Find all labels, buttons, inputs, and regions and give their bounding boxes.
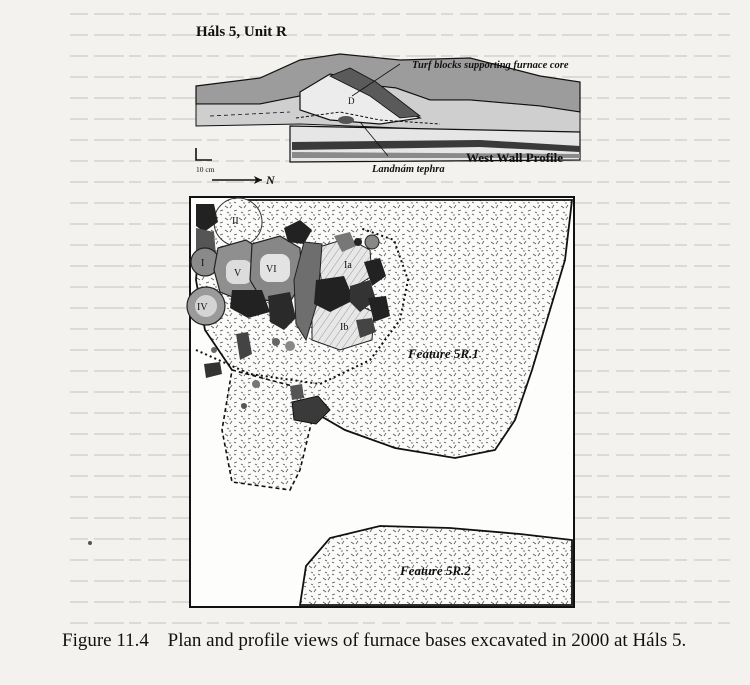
furnace-stone: [241, 403, 247, 409]
caption-number: Figure 11.4: [62, 630, 149, 651]
plan-view: [88, 197, 574, 607]
furnace-label-i: I: [201, 258, 205, 269]
furnace-stone: [211, 347, 217, 353]
furnace-label-ii: II: [232, 216, 239, 227]
scale-bar: [196, 148, 215, 174]
furnace-label-ia: Ia: [344, 260, 352, 271]
landnam-tephra-label: Landnám tephra: [372, 164, 445, 175]
furnace-stone: [285, 341, 295, 351]
profile-stone: [338, 116, 354, 124]
core-label: D: [348, 96, 355, 106]
caption-text: Plan and profile views of furnace bases excavated in 2000 at Háls 5.: [167, 630, 687, 651]
furnace-stone: [290, 384, 304, 400]
furnace-label-iv: IV: [197, 302, 208, 313]
furnace-label-ib: Ib: [340, 322, 349, 333]
furnace-stone: [354, 238, 362, 246]
feature-5r2-label: Feature 5R.2: [400, 563, 471, 578]
figure-caption: [62, 630, 742, 652]
figure-title: Háls 5, Unit R: [196, 24, 287, 40]
furnace-label-v: V: [234, 268, 242, 279]
furnace-stone: [272, 338, 280, 346]
west-wall-profile: [196, 24, 580, 187]
north-label: N: [266, 173, 275, 187]
furnace-stone: [252, 380, 260, 388]
turf-blocks-label: Turf blocks supporting furnace core: [412, 60, 569, 71]
scale-label: 10 cm: [196, 165, 215, 174]
west-wall-profile-label: West Wall Profile: [466, 150, 564, 165]
furnace-label-vi: VI: [266, 264, 277, 275]
feature-5r1-label: Feature 5R.1: [408, 346, 479, 361]
north-arrow-icon: [212, 173, 276, 187]
page-speck: [88, 541, 92, 545]
furnace-stone: [365, 235, 379, 249]
